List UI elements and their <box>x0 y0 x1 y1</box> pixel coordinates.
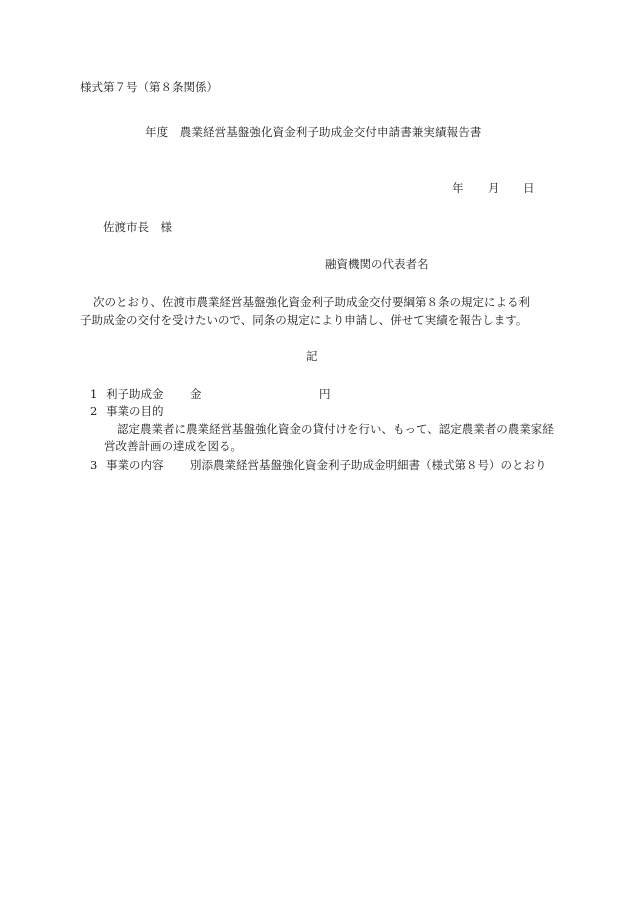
item-text-line: 営改善計画の達成を図る。 <box>104 439 242 453</box>
item-number: 1 <box>90 387 98 401</box>
item-number: 3 <box>90 458 98 472</box>
date-year-label: 年 <box>452 181 464 195</box>
date-day-label: 日 <box>523 181 535 195</box>
body-line: 次のとおり、佐渡市農業経営基盤強化資金利子助成金交付要綱第８条の規定による利 <box>93 295 530 309</box>
item-label: 事業の内容 <box>106 458 164 472</box>
body-line: 子助成金の交付を受けたいので、同条の規定により申請し、併せて実績を報告します。 <box>80 313 528 327</box>
document-title: 年度 農業経営基盤強化資金利子助成金交付申請書兼実績報告書 <box>145 125 482 139</box>
recipient: 佐渡市長 様 <box>103 220 172 234</box>
item-label: 事業の目的 <box>106 404 164 418</box>
amount-unit: 円 <box>319 387 331 401</box>
form-number: 様式第７号（第８条関係） <box>80 80 218 94</box>
item-label: 利子助成金 <box>106 387 164 401</box>
item-number: 2 <box>90 404 98 418</box>
amount-prefix: 金 <box>190 387 202 401</box>
ki-heading: 記 <box>306 349 318 363</box>
item-value: 別添農業経営基盤強化資金利子助成金明細書（様式第８号）のとおり <box>190 458 547 472</box>
representative-label: 融資機関の代表者名 <box>325 257 429 271</box>
date-month-label: 月 <box>488 181 500 195</box>
item-text-line: 認定農業者に農業経営基盤強化資金の貸付けを行い、もって、認定農業者の農業家経 <box>117 422 554 436</box>
